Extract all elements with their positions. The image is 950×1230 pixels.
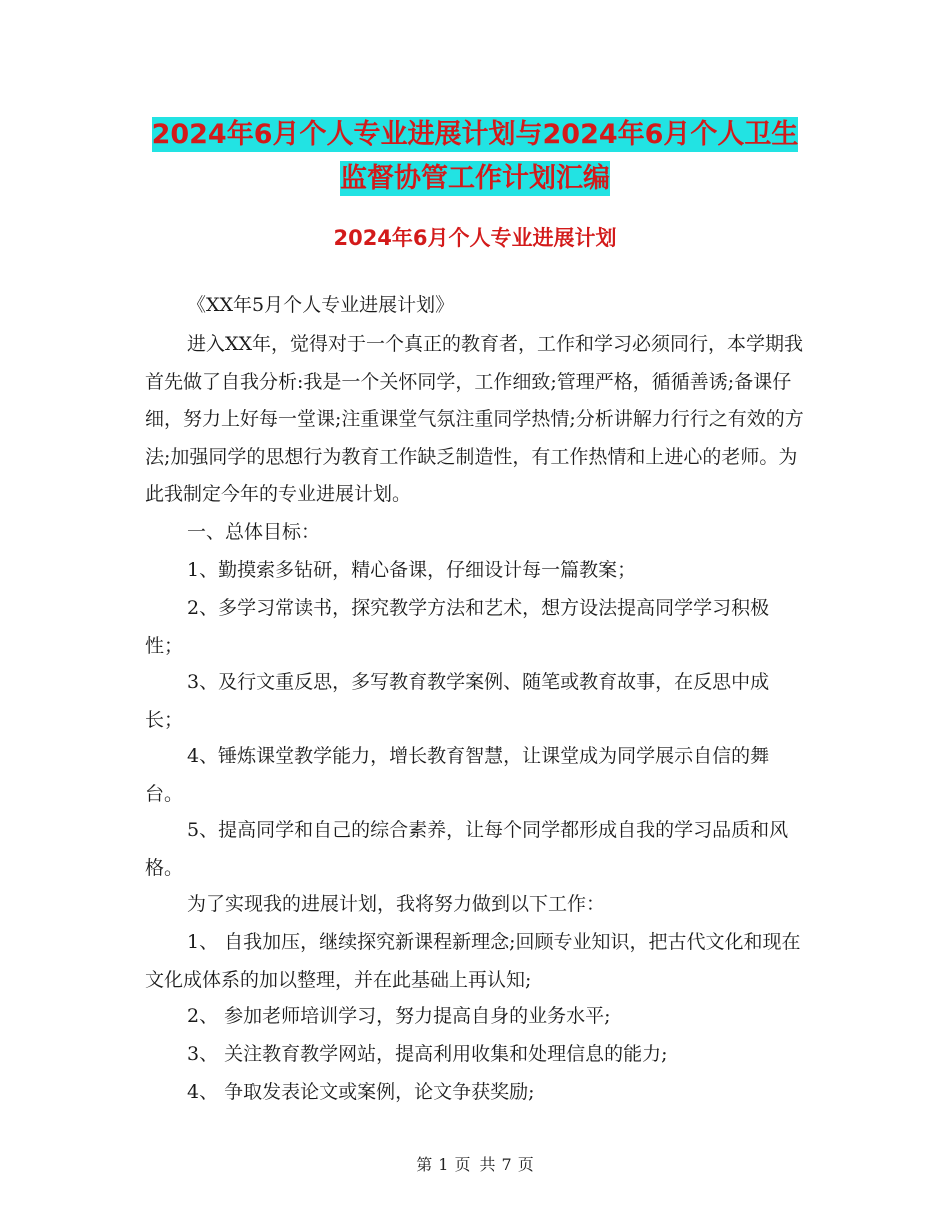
page-footer — [0, 1152, 950, 1175]
paragraph-work-1: 1、 自我加压，继续探究新课程新理念;回顾专业知识，把古代文化和现在文化成体系的加以整理，并在此基础上再认知; — [145, 931, 801, 991]
paragraph-work-2: 2、 参加老师培训学习，努力提高自身的业务水平; — [187, 1005, 611, 1027]
footer-total-pages: 7 — [501, 1155, 512, 1174]
paragraph-goal-2: 2、多学习常读书，探究教学方法和艺术，想方设法提高同学学习积极性； — [145, 597, 770, 657]
title-highlight-1: 2024年6月个人专业进展计划与2024年6月个人卫生 — [151, 119, 799, 150]
paragraph-doc-name: 《XX年5月个人专业进展计划》 — [187, 294, 455, 316]
section-title: 2024年6月个人专业进展计划 — [333, 226, 617, 250]
paragraph-goal-5: 5、提高同学和自己的综合素养，让每个同学都形成自我的学习品质和风格。 — [145, 819, 789, 879]
paragraph-work-3: 3、 关注教育教学网站，提高利用收集和处理信息的能力; — [187, 1043, 668, 1065]
footer-page-number: 1 — [438, 1155, 449, 1174]
paragraph-goal-heading: 一、总体目标： — [187, 521, 321, 543]
paragraph-goal-4: 4、锤炼课堂教学能力，增长教育智慧，让课堂成为同学展示自信的舞台。 — [145, 745, 770, 805]
footer-suffix: 页 — [517, 1155, 534, 1174]
document-title-line-1 — [0, 112, 950, 151]
footer-prefix: 第 — [416, 1155, 433, 1174]
paragraph-work-heading: 为了实现我的进展计划，我将努力做到以下工作： — [187, 893, 606, 915]
document-title-line-2 — [0, 156, 950, 195]
paragraph-goal-3: 3、及行文重反思，多写教育教学案例、随笔或教育故事，在反思中成长； — [145, 671, 770, 731]
paragraph-goal-1: 1、勤摸索多钻研，精心备课，仔细设计每一篇教案； — [187, 559, 637, 581]
footer-mid: 页 共 — [454, 1155, 496, 1174]
paragraph-work-4: 4、 争取发表论文或案例，论文争获奖励; — [187, 1081, 535, 1103]
paragraph-intro: 进入XX年，觉得对于一个真正的教育者，工作和学习必须同行，本学期我首先做了自我分析:我是一个关怀同学，工作细致;管理严格，循循善诱;备课仔细，努力上好每一堂课;注重课堂气氛注重同学热情;分析讲解力行行之有效的方法;加强同学的思想行为教育工作缺乏制造性，有工作热情和上进心的老师。为此我制定今年的专业进展计划。 — [145, 333, 804, 505]
title-highlight-2: 监督协管工作计划汇编 — [340, 163, 610, 194]
